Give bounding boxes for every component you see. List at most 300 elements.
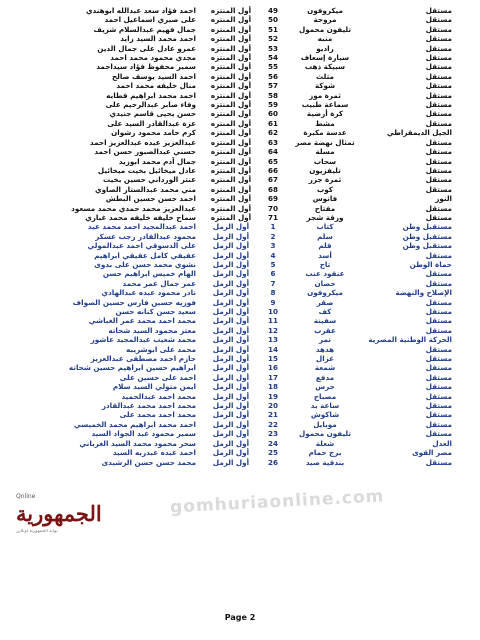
table-row: [30, 316, 460, 325]
symbol-cell: كرة أرضية: [306, 109, 344, 119]
number-cell: 3: [270, 241, 276, 251]
name-cell: جمال فهيم عبدالسلام شريف: [93, 24, 196, 34]
party-cell: مستقل: [425, 212, 452, 222]
candidate-list: [30, 6, 460, 467]
district-cell: أول الرمل: [212, 448, 250, 458]
logo-online-text: Qnline: [16, 493, 36, 500]
district-cell: أول الرمل: [212, 344, 250, 354]
table-row: [30, 119, 460, 128]
party-cell: مستقل: [425, 372, 452, 382]
district-cell: أول الرمل: [212, 297, 250, 307]
name-cell: ابراهيم حسين ابراهيم حسين شحاته: [68, 363, 196, 373]
number-cell: 4: [270, 250, 276, 260]
party-cell: مستقل: [425, 391, 452, 401]
name-cell: على الدسوقي احمد عبدالمولي: [87, 241, 196, 251]
number-cell: 7: [270, 278, 276, 288]
number-cell: 10: [267, 307, 278, 316]
number-cell: 50: [267, 15, 278, 25]
table-row: [30, 44, 460, 53]
table-row: [30, 335, 460, 344]
name-cell: عمرو عادل على جمال الدين: [97, 43, 196, 53]
district-cell: أول المنتزه: [210, 24, 252, 34]
name-cell: احمد فؤاد سعد عبدالله ابوهندي: [85, 6, 196, 15]
table-row: [30, 401, 460, 410]
district-cell: أول الرمل: [212, 269, 250, 279]
party-cell: العدل: [432, 438, 452, 448]
site-watermark: gomhuriaonline.com: [169, 486, 385, 518]
table-row: [30, 53, 460, 62]
number-cell: 49: [267, 6, 278, 15]
name-cell: سمير محمود عبد الجواد السيد: [91, 429, 196, 439]
party-cell: مستقل: [425, 410, 452, 420]
symbol-cell: غزال: [315, 354, 335, 364]
symbol-cell: ورقة شجر: [306, 212, 344, 222]
district-cell: أول الرمل: [212, 222, 250, 232]
number-cell: 20: [267, 401, 278, 411]
table-row: [30, 241, 460, 250]
party-cell: النور: [435, 194, 452, 204]
district-cell: أول المنتزه: [210, 147, 252, 157]
table-row: [30, 185, 460, 194]
district-cell: أول المنتزه: [210, 212, 252, 222]
symbol-cell: تليفزيون: [309, 165, 341, 175]
name-cell: عمر جمال عمر محمد: [122, 278, 196, 288]
party-cell: مستقبل وطن: [402, 241, 452, 251]
table-row: [30, 157, 460, 166]
table-row: [30, 81, 460, 90]
symbol-cell: برج حمام: [308, 448, 342, 458]
name-cell: على صبري اسماعيل احمد: [104, 15, 196, 25]
number-cell: 52: [267, 34, 278, 44]
number-cell: 54: [267, 53, 278, 63]
party-cell: مستقل: [425, 118, 452, 128]
party-cell: مستقل: [425, 53, 452, 63]
symbol-cell: مسلة: [315, 147, 335, 157]
name-cell: احمد السيد يوسف صالح: [111, 71, 196, 81]
table-row: [30, 410, 460, 419]
table-row: [30, 15, 460, 24]
number-cell: 68: [267, 184, 278, 194]
number-cell: 13: [267, 335, 278, 345]
name-cell: احمد عبدالمجيد احمد محمد عيد: [87, 222, 196, 232]
district-cell: أول المنتزه: [210, 90, 252, 100]
party-cell: مستقل: [425, 147, 452, 157]
symbol-cell: ميكروفون: [307, 288, 343, 298]
name-cell: مني محمد عبدالستار الصاوي: [94, 184, 196, 194]
name-cell: عبدالعزيز عبده عبدالعزيز احمد: [89, 137, 196, 147]
party-cell: مستقل: [425, 269, 452, 279]
table-row: [30, 147, 460, 156]
name-cell: سمير محفوظ فؤاد سيداحمد: [96, 62, 196, 72]
name-cell: عقيقي كامل عقيقي ابراهيم: [94, 250, 196, 260]
name-cell: حسني عبدالصبور حسن احمد: [94, 147, 196, 157]
name-cell: ايمن متولي السيد سلام: [112, 382, 196, 392]
district-cell: أول المنتزه: [210, 81, 252, 91]
symbol-cell: سلم: [317, 231, 333, 241]
symbol-cell: مروحة: [313, 15, 337, 25]
party-cell: مصر القوى: [412, 448, 452, 458]
table-row: [30, 345, 460, 354]
table-row: [30, 72, 460, 81]
party-cell: مستقل: [425, 401, 452, 411]
name-cell: نشوي محمد حسن على بدوى: [94, 259, 196, 269]
district-cell: أول المنتزه: [210, 128, 252, 138]
party-cell: مستقبل وطن: [402, 231, 452, 241]
party-cell: مستقل: [425, 15, 452, 25]
symbol-cell: شوكة: [314, 81, 336, 91]
name-cell: عبدالعزيز محمد حمدي محمد مسعود: [71, 203, 196, 213]
symbol-cell: بندقية صيد: [305, 457, 345, 467]
district-cell: أول الرمل: [212, 241, 250, 251]
name-cell: حازم احمد مصطفى عبدالعزيز: [90, 354, 196, 364]
number-cell: 21: [267, 410, 278, 420]
number-cell: 51: [267, 24, 278, 34]
symbol-cell: كوب: [317, 184, 333, 194]
number-cell: 53: [267, 43, 278, 53]
name-cell: احمد محمد ابراهيم قطايه: [106, 90, 196, 100]
table-row: [30, 251, 460, 260]
table-row: [30, 382, 460, 391]
party-cell: مستقل: [425, 363, 452, 373]
table-row: [30, 363, 460, 372]
number-cell: 16: [267, 363, 278, 373]
symbol-cell: أسد: [318, 250, 332, 260]
number-cell: 15: [267, 354, 278, 364]
district-cell: أول الرمل: [212, 231, 250, 241]
table-row: [30, 213, 460, 222]
party-cell: مستقل: [425, 156, 452, 166]
district-cell: أول المنتزه: [210, 203, 252, 213]
number-cell: 62: [267, 128, 278, 138]
table-row: [30, 298, 460, 307]
number-cell: 12: [267, 325, 278, 335]
table-row: [30, 34, 460, 43]
district-cell: أول المنتزه: [210, 194, 252, 204]
district-cell: أول الرمل: [212, 335, 250, 345]
district-cell: أول الرمل: [212, 325, 250, 335]
party-cell: مستقل: [425, 109, 452, 119]
party-cell: مستقبل وطن: [402, 222, 452, 232]
district-cell: أول المنتزه: [210, 137, 252, 147]
party-cell: الحركة الوطنية المصرية: [368, 335, 452, 345]
name-cell: عنتر الورداني حسين بخيت: [102, 175, 196, 185]
name-cell: جمال آدم محمد ابوزيد: [118, 156, 196, 166]
number-cell: 63: [267, 137, 278, 147]
table-row: [30, 166, 460, 175]
number-cell: 61: [267, 118, 278, 128]
number-cell: 1: [270, 222, 276, 232]
district-cell: أول الرمل: [212, 250, 250, 260]
name-cell: الهام خميس ابراهيم حسن: [102, 269, 196, 279]
district-cell: أول الرمل: [212, 419, 250, 429]
number-cell: 66: [267, 165, 278, 175]
symbol-cell: تليفون محمول: [298, 429, 352, 439]
party-cell: مستقل: [425, 354, 452, 364]
name-cell: محمد على ابوشريبه: [126, 344, 196, 354]
party-cell: مستقل: [425, 203, 452, 213]
candidates-table-body: [30, 6, 460, 467]
party-cell: مستقل: [425, 34, 452, 44]
symbol-cell: عنقود عنب: [305, 269, 345, 279]
name-cell: محمد شعيب عبدالمجيد عاشور: [90, 335, 196, 345]
number-cell: 19: [267, 391, 278, 401]
district-cell: أول المنتزه: [210, 43, 252, 53]
party-cell: مستقل: [425, 71, 452, 81]
district-cell: أول المنتزه: [210, 118, 252, 128]
number-cell: 56: [267, 71, 278, 81]
number-cell: 69: [267, 194, 278, 204]
number-cell: 11: [267, 316, 278, 326]
name-cell: وفاء صابر عبدالرحيم على: [105, 100, 196, 110]
district-cell: أول الرمل: [212, 410, 250, 420]
district-cell: أول الرمل: [212, 316, 250, 326]
district-cell: أول الرمل: [212, 391, 250, 401]
candidates-table: [30, 6, 460, 467]
party-cell: مستقل: [425, 62, 452, 72]
district-cell: أول المنتزه: [210, 6, 252, 15]
symbol-cell: راديو: [316, 43, 334, 53]
table-row: [30, 429, 460, 438]
party-cell: مستقل: [425, 429, 452, 439]
symbol-cell: منبه: [317, 34, 333, 44]
symbol-cell: عدسة مكبرة: [303, 128, 347, 138]
district-cell: أول الرمل: [212, 363, 250, 373]
district-cell: أول المنتزه: [210, 71, 252, 81]
party-cell: مستقل: [425, 81, 452, 91]
district-cell: أول الرمل: [212, 457, 250, 467]
table-row: [30, 62, 460, 71]
table-row: [30, 458, 460, 467]
district-cell: أول المنتزه: [210, 175, 252, 185]
symbol-cell: سيارة إسعاف: [300, 53, 350, 63]
table-row: [30, 100, 460, 109]
party-cell: مستقل: [425, 297, 452, 307]
table-row: [30, 222, 460, 231]
symbol-cell: عقرب: [314, 325, 336, 335]
table-row: [30, 138, 460, 147]
table-row: [30, 279, 460, 288]
number-cell: 58: [267, 90, 278, 100]
symbol-cell: شاكوش: [310, 410, 340, 420]
party-cell: مستقل: [425, 382, 452, 392]
district-cell: أول الرمل: [212, 354, 250, 364]
number-cell: 23: [267, 429, 278, 439]
district-cell: أول الرمل: [212, 307, 250, 316]
party-cell: مستقل: [425, 100, 452, 110]
party-cell: مستقل: [425, 250, 452, 260]
number-cell: 57: [267, 81, 278, 91]
symbol-cell: شمعة: [314, 363, 336, 373]
party-cell: مستقل: [425, 419, 452, 429]
symbol-cell: ثمرة موز: [309, 90, 341, 100]
district-cell: أول الرمل: [212, 401, 250, 411]
number-cell: 25: [267, 448, 278, 458]
table-row: [30, 448, 460, 457]
party-cell: الجيل الديمقراطي: [386, 128, 452, 138]
number-cell: 14: [267, 344, 278, 354]
symbol-cell: سماعة طبيب: [301, 100, 349, 110]
number-cell: 8: [270, 288, 276, 298]
symbol-cell: تاج: [319, 259, 331, 269]
party-cell: مستقل: [425, 6, 452, 15]
symbol-cell: كتاب: [316, 222, 334, 232]
name-cell: سعيد حسن كنانه حسن: [115, 307, 196, 316]
symbol-cell: صقر: [316, 297, 334, 307]
number-cell: 6: [270, 269, 276, 279]
district-cell: أول المنتزه: [210, 184, 252, 194]
name-cell: سحر محمود محمد السيد الغرباني: [79, 438, 196, 448]
name-cell: محمد احمد محمد عمر الغباشي: [88, 316, 196, 326]
party-cell: حماة الوطن: [409, 259, 452, 269]
symbol-cell: موبايل: [313, 419, 337, 429]
number-cell: 65: [267, 156, 278, 166]
name-cell: محمد حسن حسن الرشيدى: [101, 457, 196, 467]
party-cell: مستقل: [425, 90, 452, 100]
party-cell: مستقل: [425, 43, 452, 53]
newspaper-logo: [16, 493, 102, 539]
party-cell: مستقل: [425, 165, 452, 175]
district-cell: أول المنتزه: [210, 53, 252, 63]
table-row: [30, 269, 460, 278]
party-cell: مستقل: [425, 316, 452, 326]
symbol-cell: سبيكة ذهب: [304, 62, 346, 72]
table-row: [30, 204, 460, 213]
table-row: [30, 373, 460, 382]
name-cell: فوزيه حسين فارس حسين الصواف: [72, 297, 196, 307]
name-cell: محمد احمد محمد عبدالقادر: [101, 401, 196, 411]
number-cell: 71: [267, 212, 278, 222]
number-cell: 59: [267, 100, 278, 110]
table-row: [30, 175, 460, 184]
party-cell: مستقل: [425, 278, 452, 288]
symbol-cell: تمثال نهضة مصر: [295, 137, 355, 147]
name-cell: محمود عبدالقادر رجب عسكر: [95, 231, 196, 241]
name-cell: احمد على حسين على: [119, 372, 196, 382]
number-cell: 67: [267, 175, 278, 185]
symbol-cell: فانوس: [312, 194, 338, 204]
party-cell: مستقل: [425, 457, 452, 467]
table-row: [30, 326, 460, 335]
district-cell: أول المنتزه: [210, 15, 252, 25]
party-cell: مستقل: [425, 137, 452, 147]
symbol-cell: تليفون محمول: [298, 24, 352, 34]
district-cell: أول المنتزه: [210, 100, 252, 110]
symbol-cell: قلم: [318, 241, 332, 251]
name-cell: سماح خليفه خليفه محمد غباري: [85, 212, 196, 222]
table-row: [30, 232, 460, 241]
table-row: [30, 194, 460, 203]
table-row: [30, 354, 460, 363]
name-cell: محمد احمد محمد على: [119, 410, 196, 420]
symbol-cell: سحاب: [313, 156, 337, 166]
name-cell: عادل ميخائيل بخيت ميخائيل: [97, 165, 196, 175]
symbol-cell: مدفع: [315, 372, 335, 382]
table-row: [30, 288, 460, 297]
name-cell: مجدي محمود محمد احمد: [110, 53, 196, 63]
symbol-cell: مشط: [315, 118, 335, 128]
district-cell: أول المنتزه: [210, 165, 252, 175]
number-cell: 2: [270, 231, 276, 241]
name-cell: معتز محمود السيد شحاته: [108, 325, 196, 335]
party-cell: الإصلاح والنهضة: [395, 288, 452, 298]
name-cell: نادر محمود عبده عبدالهادي: [101, 288, 196, 298]
number-cell: 24: [267, 438, 278, 448]
district-cell: أول الرمل: [212, 259, 250, 269]
table-row: [30, 128, 460, 137]
party-cell: مستقل: [425, 184, 452, 194]
number-cell: 18: [267, 382, 278, 392]
name-cell: احمد عبده عبدربه السيد: [112, 448, 196, 458]
number-cell: 5: [270, 259, 276, 269]
name-cell: احمد محمد ابراهيم محمد الخميسي: [73, 419, 196, 429]
symbol-cell: ميكروفون: [307, 6, 343, 15]
table-row: [30, 307, 460, 316]
number-cell: 22: [267, 419, 278, 429]
name-cell: احمد حسن حسين البطش: [105, 194, 196, 204]
symbol-cell: هدهد: [315, 344, 335, 354]
symbol-cell: مصباح: [313, 391, 337, 401]
name-cell: كرم حامد محمود رشوان: [111, 128, 196, 138]
symbol-cell: ثمرة جزر: [308, 175, 342, 185]
table-row: [30, 25, 460, 34]
district-cell: أول الرمل: [212, 288, 250, 298]
name-cell: محمد احمد عبدالحميد: [121, 391, 196, 401]
number-cell: 70: [267, 203, 278, 213]
symbol-cell: نمر: [319, 335, 331, 345]
table-row: [30, 392, 460, 401]
table-row: [30, 439, 460, 448]
logo-brand-text: الجمهورية: [16, 501, 102, 526]
district-cell: أول المنتزه: [210, 109, 252, 119]
party-cell: مستقل: [425, 325, 452, 335]
party-cell: مستقل: [425, 344, 452, 354]
symbol-cell: ساعة يد: [310, 401, 340, 411]
page-number: Page 2: [224, 613, 256, 622]
symbol-cell: مثلث: [316, 71, 334, 81]
party-cell: مستقل: [425, 24, 452, 34]
number-cell: 9: [270, 297, 276, 307]
symbol-cell: كف: [318, 307, 332, 316]
district-cell: أول الرمل: [212, 382, 250, 392]
district-cell: أول المنتزه: [210, 62, 252, 72]
symbol-cell: شعلة: [315, 438, 335, 448]
logo-tagline: بوابة الجمهورية أونلاين: [16, 529, 58, 534]
number-cell: 26: [267, 457, 278, 467]
district-cell: أول المنتزه: [210, 156, 252, 166]
table-row: [30, 260, 460, 269]
party-cell: مستقل: [425, 307, 452, 316]
table-row: [30, 420, 460, 429]
table-row: [30, 6, 460, 15]
district-cell: أول الرمل: [212, 429, 250, 439]
name-cell: حسن يحيى قاسم جنيدي: [109, 109, 196, 119]
table-row: [30, 109, 460, 118]
district-cell: أول الرمل: [212, 372, 250, 382]
number-cell: 17: [267, 372, 278, 382]
number-cell: 60: [267, 109, 278, 119]
number-cell: 64: [267, 147, 278, 157]
symbol-cell: مفتاح: [314, 203, 336, 213]
number-cell: 55: [267, 62, 278, 72]
symbol-cell: سفينة: [313, 316, 337, 326]
district-cell: أول الرمل: [212, 278, 250, 288]
name-cell: عزة عبدالقادر السيد على: [107, 118, 196, 128]
party-cell: مستقل: [425, 175, 452, 185]
name-cell: منال خليفه محمد احمد: [116, 81, 196, 91]
district-cell: أول المنتزه: [210, 34, 252, 44]
table-row: [30, 91, 460, 100]
symbol-cell: حصان: [314, 278, 336, 288]
